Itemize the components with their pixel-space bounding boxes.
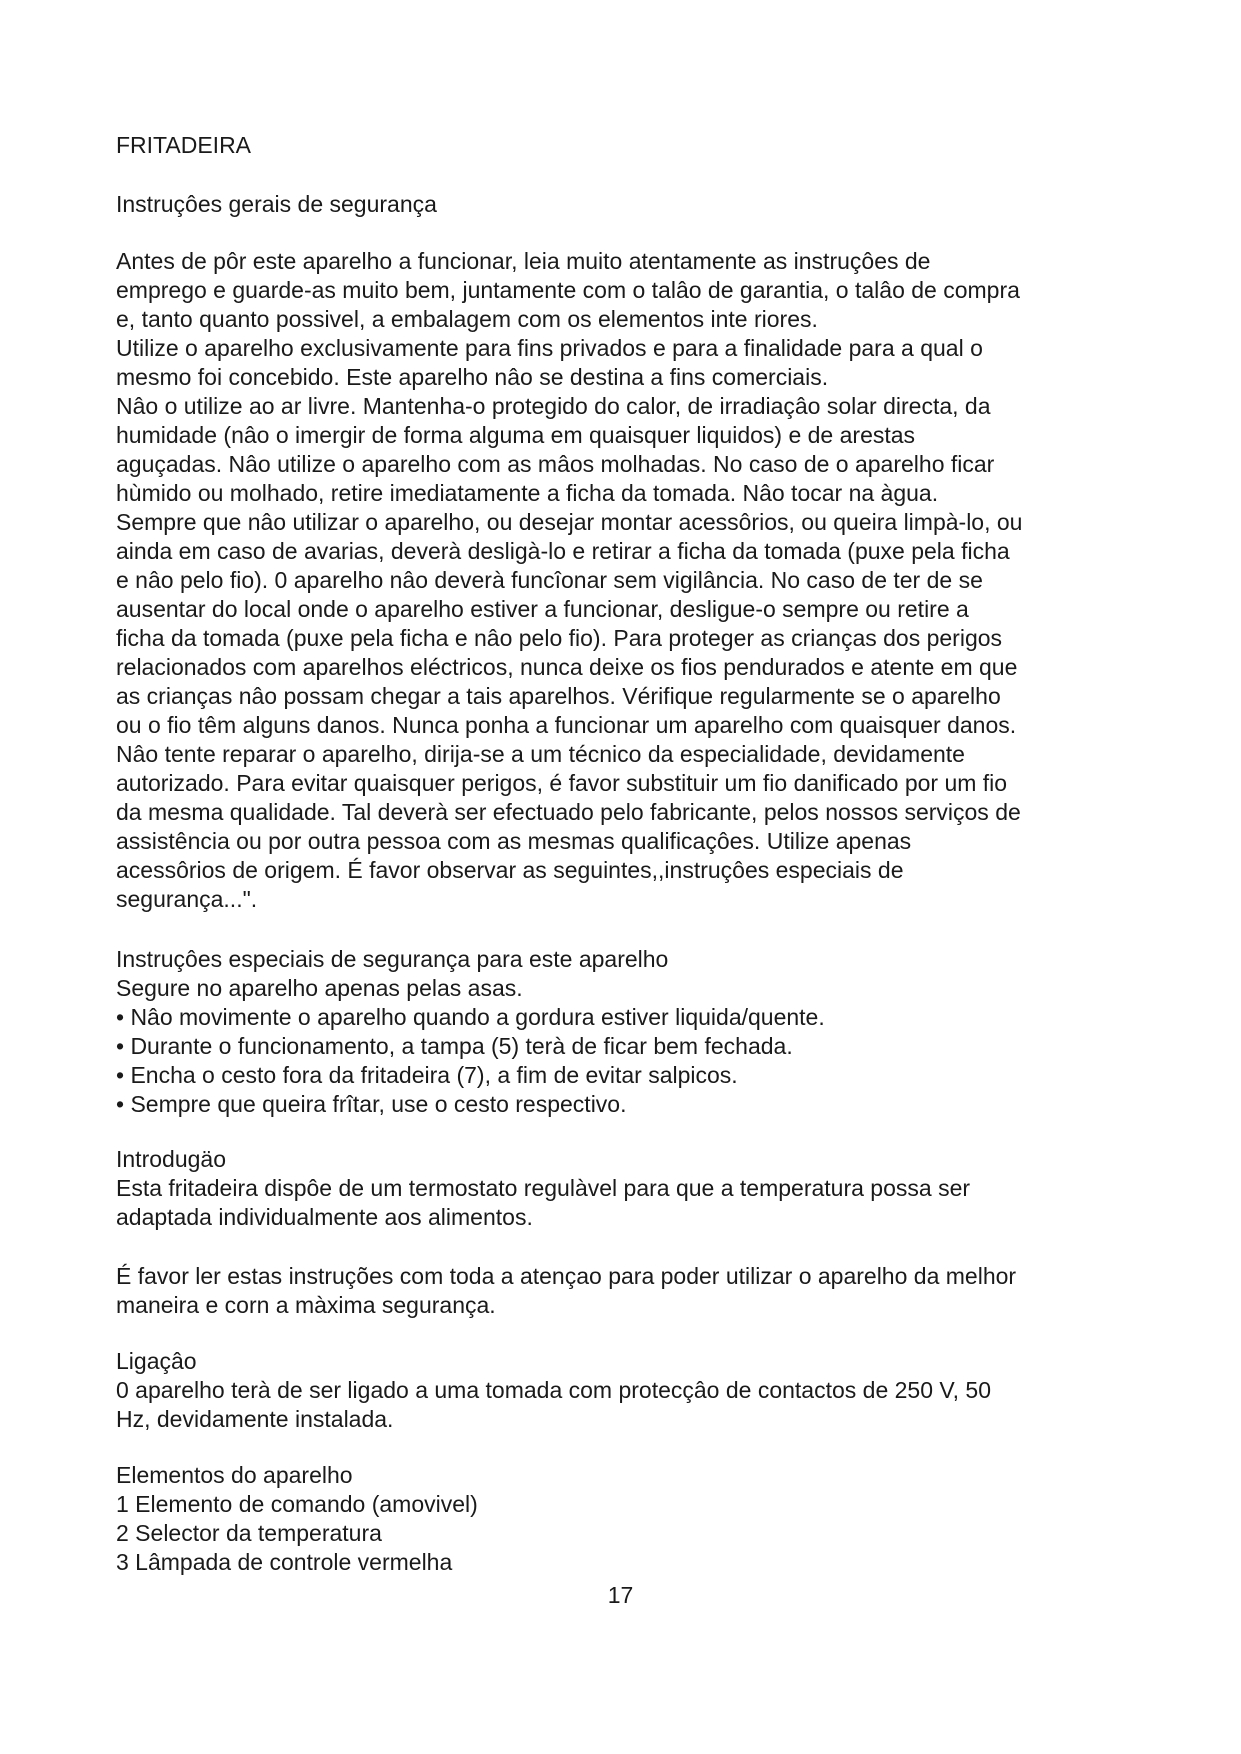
text-line: aguçadas. Nâo utilize o aparelho com as mâos molhadas. No caso de o aparelho ficar [116, 451, 995, 477]
text-line: emprego e guarde-as muito bem, juntamente com o talâo de garantia, o talâo de compra [116, 277, 1020, 303]
text-line: Nâo o utilize ao ar livre. Mantenha-o protegido do calor, de irradiaçâo solar directa, da [116, 393, 991, 419]
text-line: e nâo pelo fio). 0 aparelho nâo deverà funcîonar sem vigilância. No caso de ter de se [116, 567, 983, 593]
text-line: maneira e corn a màxima segurança. [116, 1292, 496, 1318]
text-line: autorizado. Para evitar quaisquer perigos, é favor substituir um fio danificado por um fio [116, 770, 1008, 796]
document-title: FRITADEIRA [116, 132, 252, 158]
text-line: • Durante o funcionamento, a tampa (5) terà de ficar bem fechada. [116, 1033, 793, 1059]
text-line: adaptada individualmente aos alimentos. [116, 1204, 533, 1230]
text-line: assistência ou por outra pessoa com as mesmas qualificaçôes. Utilize apenas [116, 828, 912, 854]
text-line: ficha da tomada (puxe pela ficha e nâo pelo fio). Para proteger as crianças dos perigos [116, 625, 1003, 651]
text-line: hùmido ou molhado, retire imediatamente a ficha da tomada. Nâo tocar na àgua. [116, 480, 939, 506]
text-line: Utilize o aparelho exclusivamente para fins privados e para a finalidade para a qual o [116, 335, 983, 361]
text-line: Introdugäo [116, 1146, 226, 1172]
text-line: • Nâo movimente o aparelho quando a gordura estiver liquida/quente. [116, 1004, 825, 1030]
introduction-section [116, 1145, 1126, 1232]
text-line: • Encha o cesto fora da fritadeira (7), a fim de evitar salpicos. [116, 1062, 738, 1088]
text-line: Sempre que nâo utilizar o aparelho, ou desejar montar acessôrios, ou queira limpà-lo, ou [116, 509, 1023, 535]
text-line: 1 Elemento de comando (amovivel) [116, 1491, 478, 1517]
text-line: da mesma qualidade. Tal deverà ser efectuado pelo fabricante, pelos nossos serviços de [116, 799, 1021, 825]
text-line: segurança...". [116, 886, 258, 912]
text-line: Elementos do aparelho [116, 1462, 353, 1488]
general-safety-text [116, 247, 1126, 914]
special-safety-section [116, 945, 1126, 1119]
text-line: acessôrios de origem. É favor observar as seguintes,,instruçôes especiais de [116, 857, 904, 883]
text-line: relacionados com aparelhos eléctricos, nunca deixe os fios pendurados e atente em que [116, 654, 1018, 680]
text-line: mesmo foi concebido. Este aparelho nâo se destina a fins comerciais. [116, 364, 829, 390]
page-number: 17 [607, 1582, 634, 1608]
text-line: humidade (nâo o imergir de forma alguma em quaisquer liquidos) e de arestas [116, 422, 916, 448]
section-heading-general-safety: Instruçôes gerais de segurança [116, 191, 437, 217]
text-line: ou o fio têm alguns danos. Nunca ponha a funcionar um aparelho com quaisquer danos. [116, 712, 1017, 738]
text-line: 3 Lâmpada de controle vermelha [116, 1549, 453, 1575]
text-line: Ligaçâo [116, 1348, 197, 1374]
text-line: ainda em caso de avarias, deverà desligà-lo e retirar a ficha da tomada (puxe pela ficha [116, 538, 1010, 564]
text-line: 2 Selector da temperatura [116, 1520, 382, 1546]
text-line: e, tanto quanto possivel, a embalagem com os elementos inte riores. [116, 306, 818, 332]
text-line: Hz, devidamente instalada. [116, 1406, 394, 1432]
text-line: Antes de pôr este aparelho a funcionar, leia muito atentamente as instruçôes de [116, 248, 931, 274]
connection-section [116, 1347, 1126, 1434]
text-line: 0 aparelho terà de ser ligado a uma tomada com protecçâo de contactos de 250 V, 50 [116, 1377, 991, 1403]
text-line: Esta fritadeira dispôe de um termostato regulàvel para que a temperatura possa ser [116, 1175, 971, 1201]
text-line: Nâo tente reparar o aparelho, dirija-se a um técnico da especialidade, devidamente [116, 741, 965, 767]
appliance-elements-section [116, 1461, 1126, 1577]
text-line: as crianças nâo possam chegar a tais aparelhos. Vérifique regularmente se o aparelho [116, 683, 1001, 709]
text-line: Instruçôes especiais de segurança para este aparelho [116, 946, 669, 972]
text-line: ausentar do local onde o aparelho estiver a funcionar, desligue-o sempre ou retire a [116, 596, 969, 622]
read-instructions-paragraph [116, 1262, 1126, 1320]
text-line: É favor ler estas instruções com toda a atençao para poder utilizar o aparelho da melhor [116, 1263, 1017, 1289]
text-line: Segure no aparelho apenas pelas asas. [116, 975, 523, 1001]
text-line: • Sempre que queira frîtar, use o cesto respectivo. [116, 1091, 627, 1117]
